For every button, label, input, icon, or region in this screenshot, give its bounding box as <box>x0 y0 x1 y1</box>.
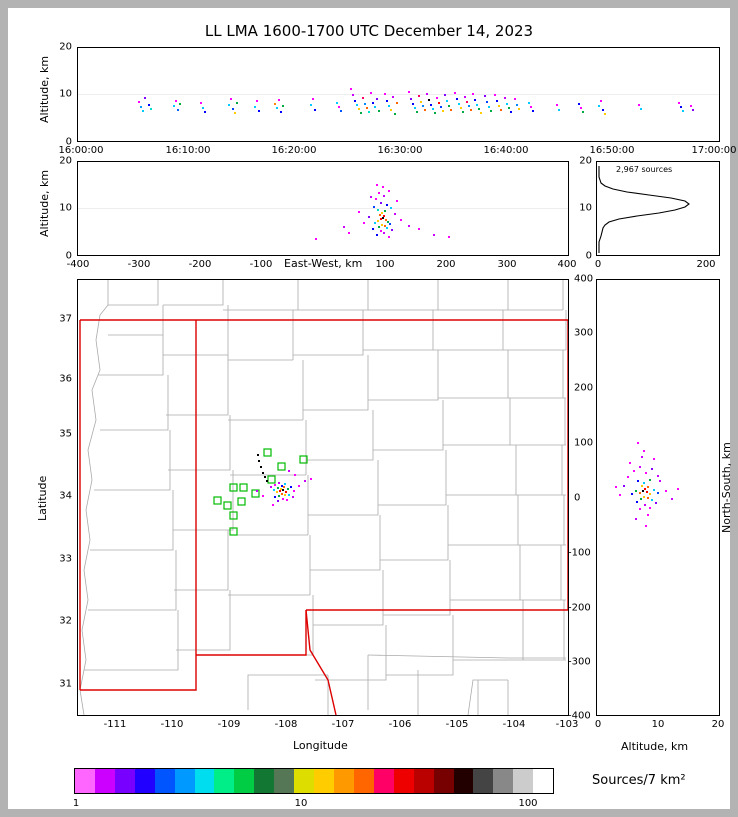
cbar-seg-12 <box>314 769 334 793</box>
tick-p1-x-5: 16:50:00 <box>589 145 635 156</box>
cbar-seg-19 <box>454 769 474 793</box>
tick-p2-y-20: 20 <box>59 155 72 167</box>
tick-p4-y-32: 32 <box>59 615 72 627</box>
tick-p2-y-10: 10 <box>59 202 72 214</box>
tick-p1-x-0: 16:00:00 <box>58 145 104 156</box>
cbar-seg-10 <box>274 769 294 793</box>
tick-p4-y-35: 35 <box>59 428 72 440</box>
time-height-scatter <box>78 48 719 141</box>
altitude-histogram-curve <box>597 162 719 255</box>
cbar-seg-2 <box>115 769 135 793</box>
tick-p4-r-300s: -300 <box>568 656 591 668</box>
tick-p4-x-8: -103 <box>555 719 579 730</box>
tick-p1-x-1: 16:10:00 <box>165 145 211 156</box>
tick-p4-r-100n: 100 <box>574 437 594 449</box>
panel-time-height[interactable] <box>77 47 720 142</box>
tick-p4-r-400s: -400 <box>568 710 591 722</box>
tick-p5-x-2: 20 <box>711 719 725 730</box>
tick-p4-x-6: -105 <box>445 719 469 730</box>
tick-p4-y-37: 37 <box>59 313 72 325</box>
panel-altitude-histogram[interactable] <box>596 161 720 256</box>
eastwest-height-points <box>315 184 450 240</box>
panel-map-plan-view[interactable] <box>77 279 569 716</box>
cbar-seg-4 <box>155 769 175 793</box>
cbar-tick-100: 100 <box>518 798 538 809</box>
panel4-xlabel: Longitude <box>293 739 348 752</box>
tick-p4-x-7: -104 <box>502 719 526 730</box>
eastwest-height-scatter <box>78 162 568 255</box>
tick-p4-x-0: -111 <box>103 719 127 730</box>
cbar-seg-23 <box>533 769 553 793</box>
colorbar[interactable] <box>74 768 554 794</box>
cbar-seg-9 <box>254 769 274 793</box>
panel2-xlabel: East-West, km <box>284 257 363 270</box>
cbar-seg-22 <box>513 769 533 793</box>
cbar-seg-21 <box>493 769 513 793</box>
tick-p4-x-3: -108 <box>274 719 298 730</box>
tick-p4-y-33: 33 <box>59 553 72 565</box>
page-title: LL LMA 1600-1700 UTC December 14, 2023 <box>204 22 534 40</box>
tick-p1-y-20: 20 <box>59 41 72 53</box>
tick-p4-y-34: 34 <box>59 490 72 502</box>
tick-p2-y-0: 0 <box>65 250 72 262</box>
tick-p3-x-1: 200 <box>696 259 716 270</box>
cbar-tick-1: 1 <box>72 798 80 809</box>
panel1-ylabel: Altitude, km <box>38 55 51 123</box>
time-height-points <box>138 88 694 115</box>
cbar-seg-13 <box>334 769 354 793</box>
cbar-seg-8 <box>234 769 254 793</box>
tick-p1-y-10: 10 <box>59 88 72 100</box>
tick-p3-y-20: 20 <box>579 155 592 167</box>
cbar-seg-14 <box>354 769 374 793</box>
tick-p4-r-200s: -200 <box>568 602 591 614</box>
colorbar-label: Sources/7 km² <box>592 773 686 788</box>
tick-p1-x-4: 16:40:00 <box>483 145 529 156</box>
panel-eastwest-height[interactable] <box>77 161 569 256</box>
tick-p5-x-1: 10 <box>651 719 665 730</box>
tick-p3-y-0: 0 <box>585 250 592 262</box>
tick-p2-x-7: 400 <box>557 259 577 270</box>
cbar-seg-20 <box>473 769 493 793</box>
tick-p2-x-3: -100 <box>249 259 273 270</box>
tick-p4-y-36: 36 <box>59 373 72 385</box>
cbar-seg-0 <box>75 769 95 793</box>
cbar-seg-16 <box>394 769 414 793</box>
cbar-seg-17 <box>414 769 434 793</box>
cbar-seg-11 <box>294 769 314 793</box>
panel2-ylabel: Altitude, km <box>38 169 51 237</box>
panel5-ylabel: North-South, km <box>720 442 733 533</box>
tick-p4-x-2: -109 <box>217 719 241 730</box>
tick-p1-x-2: 16:20:00 <box>271 145 317 156</box>
tick-p1-y-0: 0 <box>65 136 72 148</box>
tick-p4-x-5: -106 <box>388 719 412 730</box>
tick-p4-y-31: 31 <box>59 678 72 690</box>
tick-p2-x-1: -300 <box>127 259 151 270</box>
cbar-seg-1 <box>95 769 115 793</box>
panel4-ylabel: Latitude <box>36 475 49 521</box>
map-geography <box>78 280 568 715</box>
tick-p4-r-100s: -100 <box>568 547 591 559</box>
tick-p4-x-4: -107 <box>331 719 355 730</box>
tick-p2-x-4: 100 <box>375 259 395 270</box>
panel-altitude-northsouth[interactable] <box>596 279 720 716</box>
tick-p2-x-2: -200 <box>188 259 212 270</box>
tick-p3-x-0: 0 <box>594 259 602 270</box>
cbar-seg-15 <box>374 769 394 793</box>
cbar-seg-6 <box>195 769 215 793</box>
cbar-tick-10: 10 <box>294 798 308 809</box>
map-source-points <box>256 454 312 506</box>
cbar-seg-18 <box>434 769 454 793</box>
cbar-seg-7 <box>214 769 234 793</box>
tick-p4-r-400n: 400 <box>574 273 594 285</box>
tick-p3-y-10: 10 <box>579 202 592 214</box>
tick-p4-r-0: 0 <box>574 492 581 504</box>
altitude-northsouth-scatter <box>597 280 719 715</box>
cbar-seg-3 <box>135 769 155 793</box>
tick-p4-x-1: -110 <box>160 719 184 730</box>
cbar-seg-5 <box>175 769 195 793</box>
tick-p2-x-5: 200 <box>436 259 456 270</box>
altitude-ns-points <box>615 442 679 527</box>
tick-p4-r-200n: 200 <box>574 382 594 394</box>
tick-p1-x-6: 17:00:00 <box>691 145 737 156</box>
tick-p2-x-0: -400 <box>66 259 90 270</box>
tick-p5-x-0: 0 <box>594 719 602 730</box>
tick-p4-r-300n: 300 <box>574 327 594 339</box>
source-count-label: 2,967 sources <box>616 165 673 174</box>
tick-p1-x-3: 16:30:00 <box>377 145 423 156</box>
tick-p2-x-6: 300 <box>497 259 517 270</box>
panel5-xlabel: Altitude, km <box>621 740 689 753</box>
